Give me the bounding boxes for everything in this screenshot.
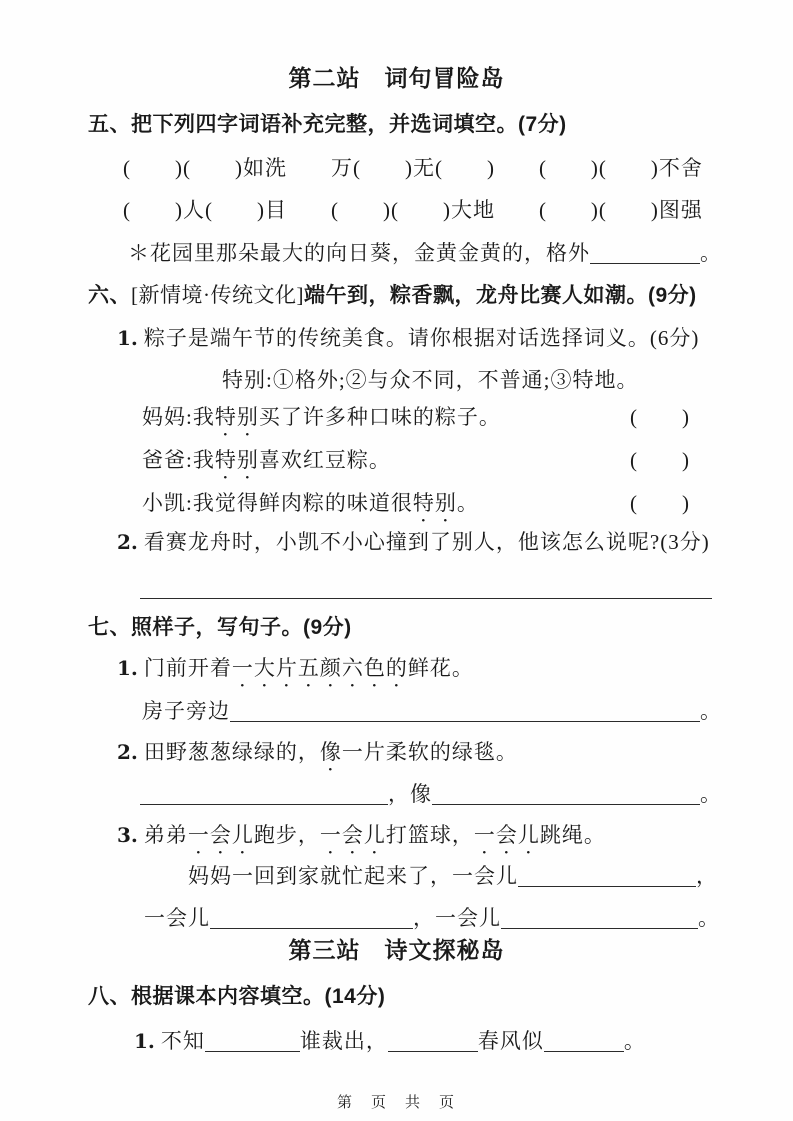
answer-blank: [388, 1029, 478, 1052]
item-7-3-answer-line-2: [144, 903, 720, 933]
word-definition-line: 特别:①格外;②与众不同，不普通;③特地。: [222, 368, 639, 392]
item-7-1-answer: [142, 696, 722, 726]
text-segment: 一会儿: [144, 906, 210, 930]
item-7-3-answer-line-1: [188, 861, 718, 891]
station-2-title: 第二站 词句冒险岛: [288, 65, 505, 92]
item-text: 看赛龙舟时，小凯不小心撞到了别人，他该怎么说呢?(3分): [143, 530, 710, 554]
text-segment: ，一会儿: [413, 906, 501, 930]
text-segment: ，: [696, 864, 718, 888]
item-7-3: [117, 820, 606, 859]
emphasized-text: 像: [319, 740, 342, 764]
text-segment: 小凯:我觉得鲜肉粽的味道很: [142, 491, 413, 515]
emphasized-text: 特别: [214, 448, 259, 472]
emphasized-text: 特别: [412, 491, 457, 515]
dialogue-line-mom: [0, 402, 793, 441]
item-7-2-answer: [140, 779, 722, 809]
section-7-header: 七、照样子，写句子。(9分): [88, 616, 352, 639]
dialogue-line-dad: [0, 445, 793, 484]
item-text: 粽子是端午节的传统美食。请你根据对话选择词义。(6分): [143, 326, 700, 350]
item-number: 1.: [117, 656, 138, 680]
station-3-title: 第三站 诗文探秘岛: [288, 937, 505, 964]
text-segment: ，像: [388, 782, 432, 806]
item-6-2: [117, 527, 710, 557]
answer-paren: ( ): [630, 448, 690, 472]
text-segment: 爸爸:我: [142, 448, 215, 472]
item-7-1: [117, 653, 474, 692]
dialogue-line-xiaokai: [0, 488, 793, 527]
text-segment: 。: [456, 491, 479, 515]
section-6-context-tag: [新情境·传统文化]: [131, 283, 304, 307]
text-segment: 买了许多种口味的粽子。: [258, 405, 501, 429]
emphasized-text: 特别: [214, 405, 259, 429]
answer-paren: ( ): [630, 405, 690, 429]
text-segment: 。: [623, 1029, 646, 1053]
answer-blank: [501, 906, 698, 929]
section-5-header: 五、把下列四字词语补充完整，并选词填空。(7分): [88, 113, 567, 136]
page-footer: 第 页 共 页: [336, 1094, 456, 1111]
text-segment: 鲜花。: [407, 656, 474, 680]
text-segment: 妈妈一回到家就忙起来了，一会儿: [188, 864, 518, 888]
text-segment: 。: [698, 906, 720, 930]
emphasized-text: 一会儿: [319, 823, 386, 847]
section-6-title-text: 端午到，粽香飘，龙舟比赛人如潮。(9分): [303, 284, 697, 307]
item-number: 1.: [117, 326, 138, 350]
text-segment: 跳绳。: [539, 823, 606, 847]
emphasized-text: 一大片五颜六色的: [231, 656, 408, 680]
text-segment: 喜欢红豆粽。: [258, 448, 391, 472]
item-number: 1.: [134, 1029, 155, 1053]
answer-blank: [230, 699, 700, 722]
emphasized-text: 一会儿: [473, 823, 540, 847]
item-7-2: [117, 737, 518, 776]
answer-blank: [544, 1029, 624, 1052]
text-segment: 不知: [160, 1029, 205, 1053]
text-segment: 。: [700, 699, 722, 723]
section-8-header: 八、根据课本内容填空。(14分): [88, 985, 386, 1008]
text-segment: 跑步，: [253, 823, 320, 847]
answer-blank: [590, 241, 700, 264]
item-number: 3.: [117, 823, 138, 847]
text-segment: 房子旁边: [142, 699, 230, 723]
text-segment: 田野葱葱绿绿的，: [143, 740, 320, 764]
section-6-number: 六、: [88, 284, 131, 307]
dialogue-text: [142, 491, 479, 515]
text-segment: 门前开着: [143, 656, 232, 680]
idiom-row-2: ( )人( )目 ( )( )大地 ( )( )图强: [123, 198, 703, 222]
emphasized-text: 一会儿: [187, 823, 254, 847]
answer-blank: [518, 864, 696, 887]
answer-blank: [432, 782, 700, 805]
fill-sentence-text: ＊花园里那朵最大的向日葵，金黄金黄的，格外: [128, 241, 590, 265]
answer-paren: ( ): [630, 491, 690, 515]
text-segment: 一片柔软的绿毯。: [341, 740, 518, 764]
text-segment: 弟弟: [143, 823, 188, 847]
answer-blank: [210, 906, 413, 929]
section-6-header: [88, 280, 697, 311]
item-number: 2.: [117, 740, 138, 764]
idiom-row-1: ( )( )如洗 万( )无( ) ( )( )不舍: [123, 156, 703, 180]
text-segment: 谁裁出，: [299, 1029, 388, 1053]
fill-sentence: [128, 238, 722, 268]
text-segment: 妈妈:我: [142, 405, 215, 429]
item-number: 2.: [117, 530, 138, 554]
answer-line: [140, 576, 712, 599]
item-6-1: [117, 323, 699, 353]
answer-blank: [140, 782, 388, 805]
dialogue-text: [142, 448, 391, 472]
answer-blank: [205, 1029, 300, 1052]
text-segment: 打篮球，: [385, 823, 474, 847]
text-segment: 春风似: [477, 1029, 544, 1053]
dialogue-text: [142, 405, 501, 429]
item-8-1: [134, 1026, 646, 1056]
text-segment: 。: [700, 782, 722, 806]
fill-sentence-period: 。: [700, 241, 722, 265]
